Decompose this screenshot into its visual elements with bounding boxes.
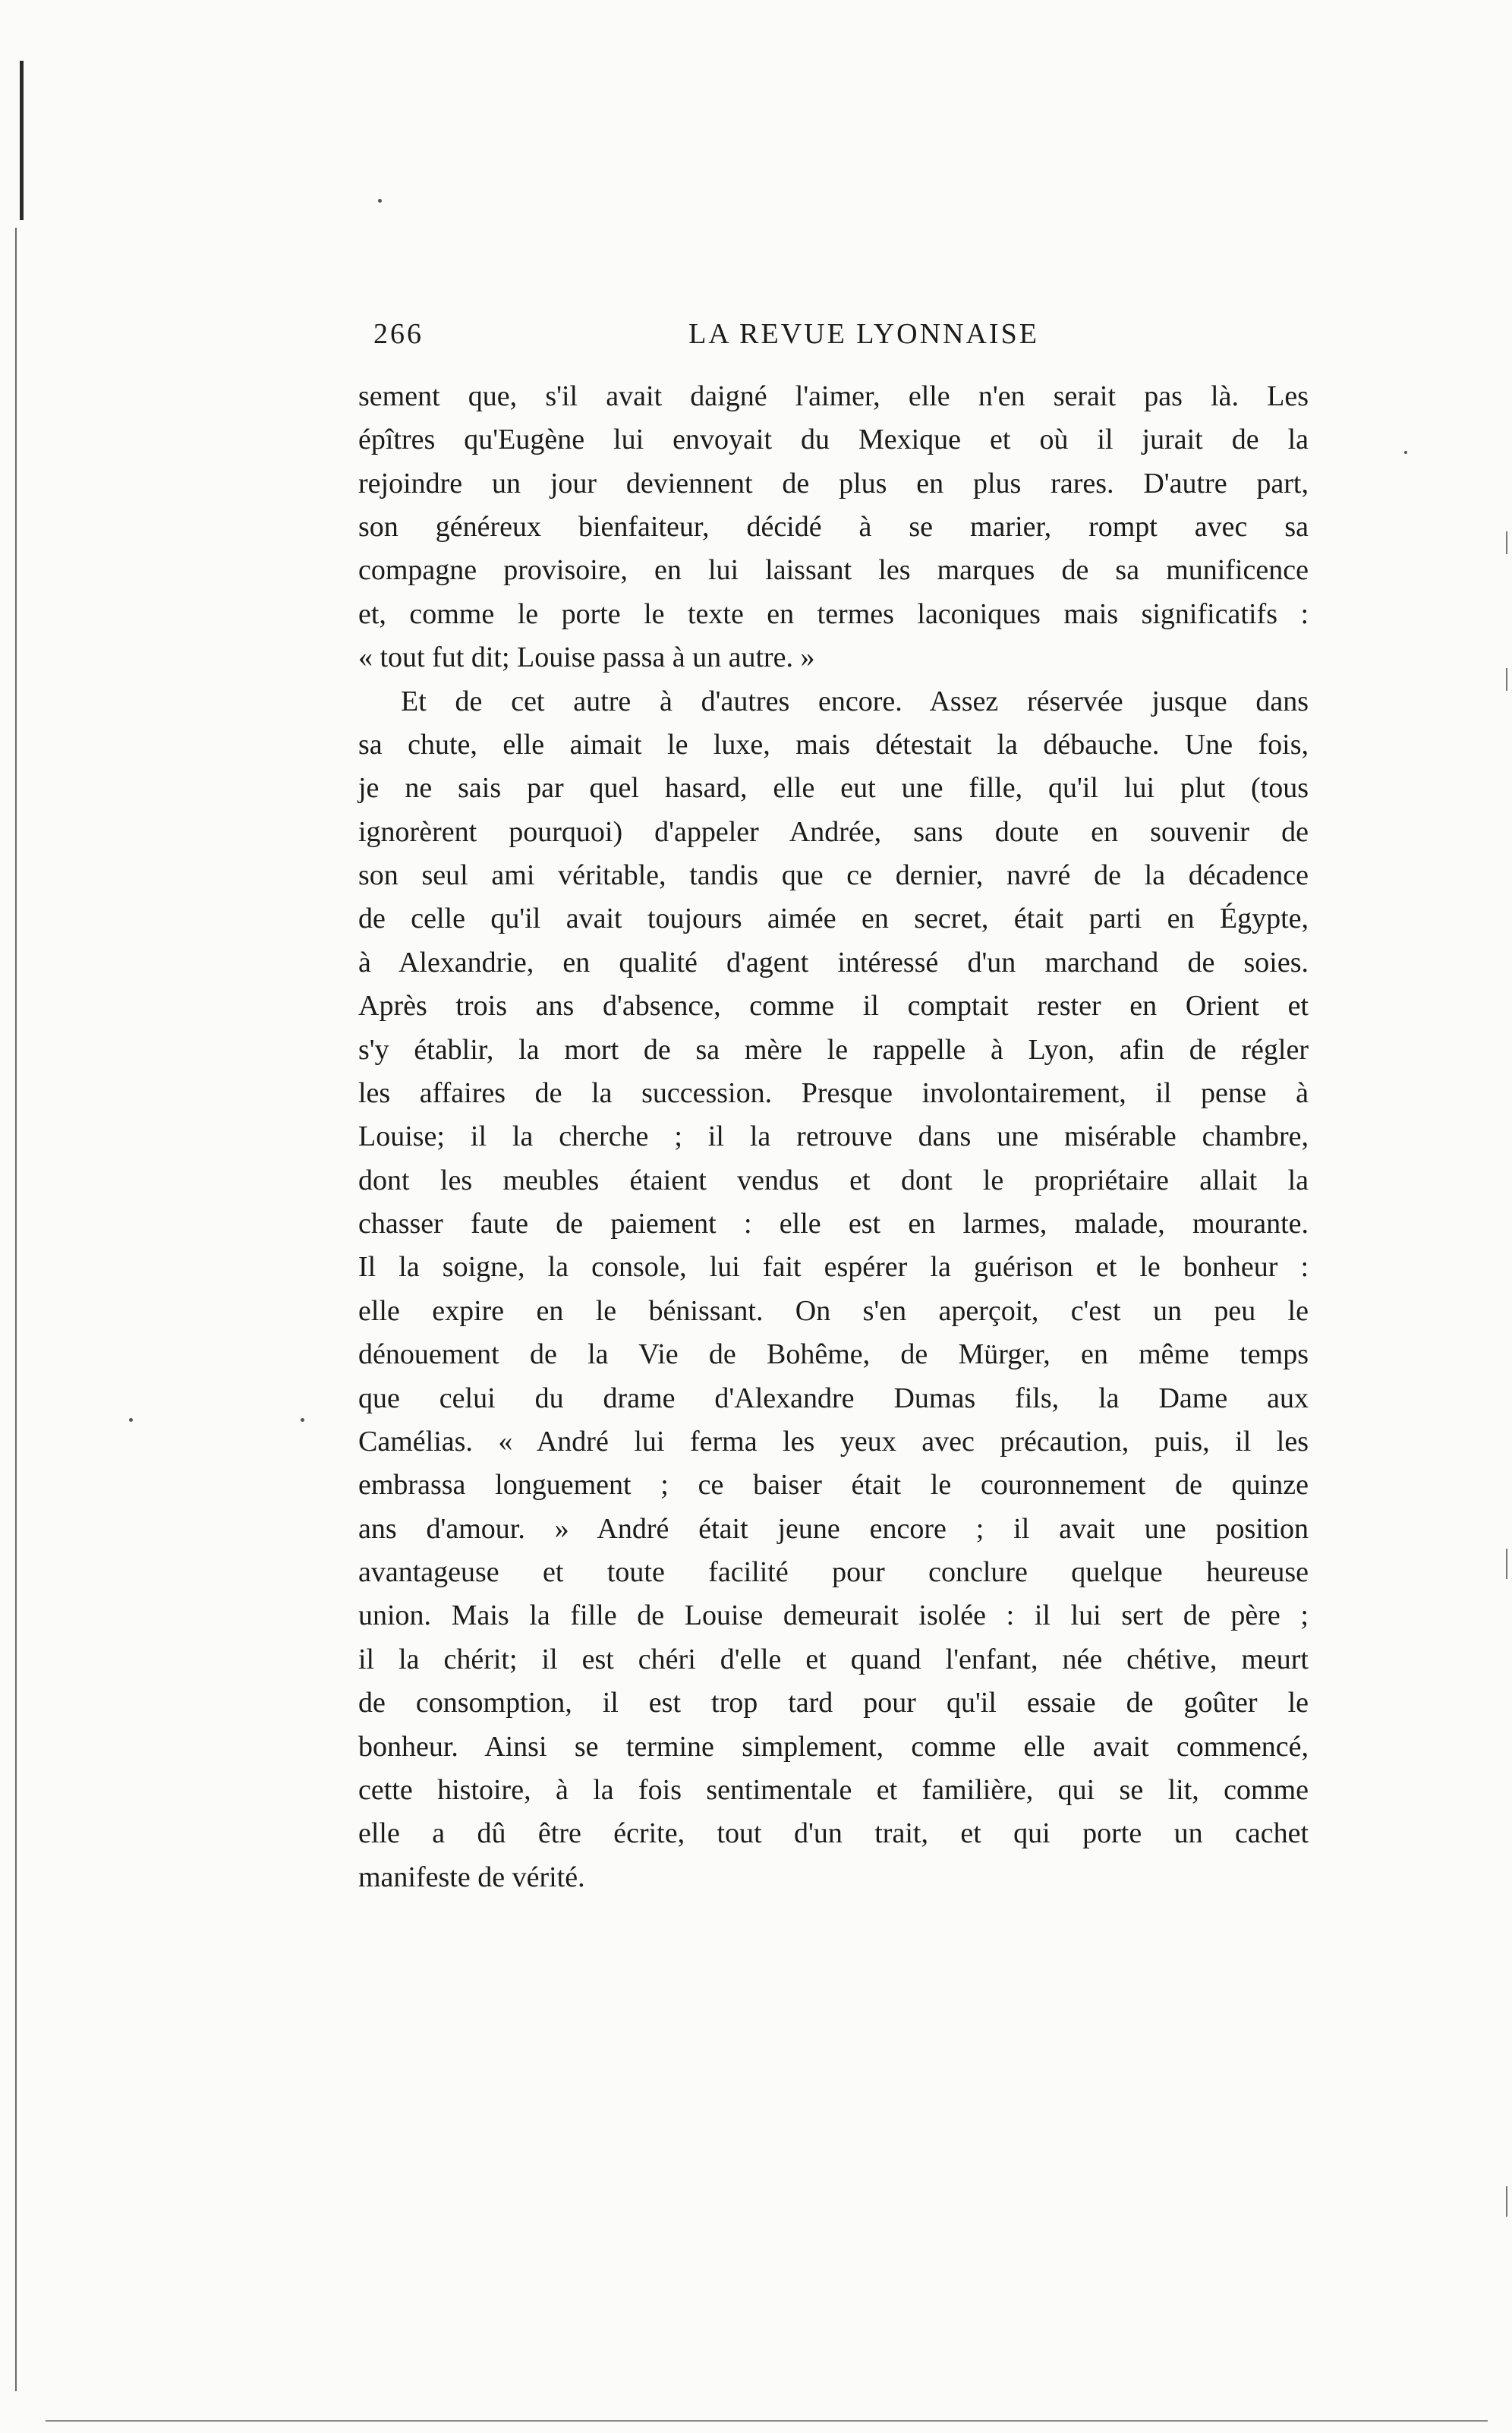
scan-right-mark	[1506, 668, 1507, 691]
scan-right-mark	[1506, 531, 1507, 554]
text-line: embrassa longuement ; ce baiser était le couronnement de quinze	[358, 1469, 1309, 1501]
scan-left-edge-mark	[20, 61, 24, 220]
text-line: Après trois ans d'absence, comme il comptait rester en Orient et	[358, 990, 1309, 1022]
text-line: de consomption, il est trop tard pour qu'il essaie de goûter le	[358, 1687, 1309, 1719]
text-line: cette histoire, à la fois sentimentale et familière, qui se lit, comme	[358, 1774, 1309, 1806]
text-line: chasser faute de paiement : elle est en larmes, malade, mourante.	[358, 1208, 1309, 1240]
text-line: il la chérit; il est chéri d'elle et quand l'enfant, née chétive, meurt	[358, 1644, 1309, 1675]
text-line: que celui du drame d'Alexandre Dumas fils, la Dame aux	[358, 1382, 1309, 1414]
scan-speck	[301, 1418, 304, 1422]
text-line: à Alexandrie, en qualité d'agent intéressé d'un marchand de soies.	[358, 947, 1309, 979]
text-line: son seul ami véritable, tandis que ce dernier, navré de la décadence	[358, 859, 1309, 891]
text-line: épîtres qu'Eugène lui envoyait du Mexique et où il jurait de la	[358, 424, 1309, 455]
scan-speck	[1404, 451, 1407, 454]
text-line: compagne provisoire, en lui laissant les marques de sa munificence	[358, 554, 1309, 586]
paragraph-first-line: Et de cet autre à d'autres encore. Assez réservée jusque dans	[401, 685, 1309, 717]
text-line: je ne sais par quel hasard, elle eut une fille, qu'il lui plut (tous	[358, 772, 1309, 804]
scan-right-mark	[1506, 1549, 1507, 1579]
text-line: ignorèrent pourquoi) d'appeler Andrée, sans doute en souvenir de	[358, 816, 1309, 848]
text-line: sement que, s'il avait daigné l'aimer, elle n'en serait pas là. Les	[358, 380, 1309, 412]
text-line: elle a dû être écrite, tout d'un trait, et qui porte un cachet	[358, 1817, 1309, 1849]
text-line: les affaires de la succession. Presque involontairement, il pense à	[358, 1077, 1309, 1109]
text-line: rejoindre un jour deviennent de plus en plus rares. D'autre part,	[358, 468, 1309, 500]
text-line: union. Mais la fille de Louise demeurait isolée : il lui sert de père ;	[358, 1599, 1309, 1631]
scan-speck	[129, 1418, 133, 1422]
scan-left-edge-line	[15, 228, 17, 2391]
text-line: bonheur. Ainsi se termine simplement, comme elle avait commencé,	[358, 1731, 1309, 1763]
text-line: avantageuse et toute facilité pour conclure quelque heureuse	[358, 1556, 1309, 1588]
text-line: ans d'amour. » André était jeune encore ; il avait une position	[358, 1513, 1309, 1545]
text-line: Il la soigne, la console, lui fait espérer la guérison et le bonheur :	[358, 1251, 1309, 1283]
text-line: son généreux bienfaiteur, décidé à se marier, rompt avec sa	[358, 511, 1309, 543]
text-line: et, comme le porte le texte en termes laconiques mais significatifs :	[358, 598, 1309, 630]
text-line: Louise; il la cherche ; il la retrouve dans une misérable chambre,	[358, 1120, 1309, 1152]
text-line: sa chute, elle aimait le luxe, mais détestait la débauche. Une fois,	[358, 729, 1309, 761]
scan-right-mark	[1506, 2186, 1507, 2217]
scan-bottom-rule	[46, 2420, 1488, 2422]
text-line: s'y établir, la mort de sa mère le rappelle à Lyon, afin de régler	[358, 1034, 1309, 1066]
page-number: 266	[373, 318, 424, 350]
scan-speck	[378, 199, 382, 203]
text-line: « tout fut dit; Louise passa à un autre. »	[358, 641, 815, 673]
text-line: elle expire en le bénissant. On s'en aperçoit, c'est un peu le	[358, 1295, 1309, 1327]
text-line: dénouement de la Vie de Bohême, de Mürger, en même temps	[358, 1338, 1309, 1370]
text-line: manifeste de vérité.	[358, 1861, 585, 1893]
running-title: LA REVUE LYONNAISE	[688, 318, 1039, 350]
text-line: Camélias. « André lui ferma les yeux avec précaution, puis, il les	[358, 1426, 1309, 1458]
text-line: de celle qu'il avait toujours aimée en secret, était parti en Égypte,	[358, 903, 1309, 934]
running-header	[373, 317, 1309, 363]
text-line: dont les meubles étaient vendus et dont le propriétaire allait la	[358, 1164, 1309, 1196]
